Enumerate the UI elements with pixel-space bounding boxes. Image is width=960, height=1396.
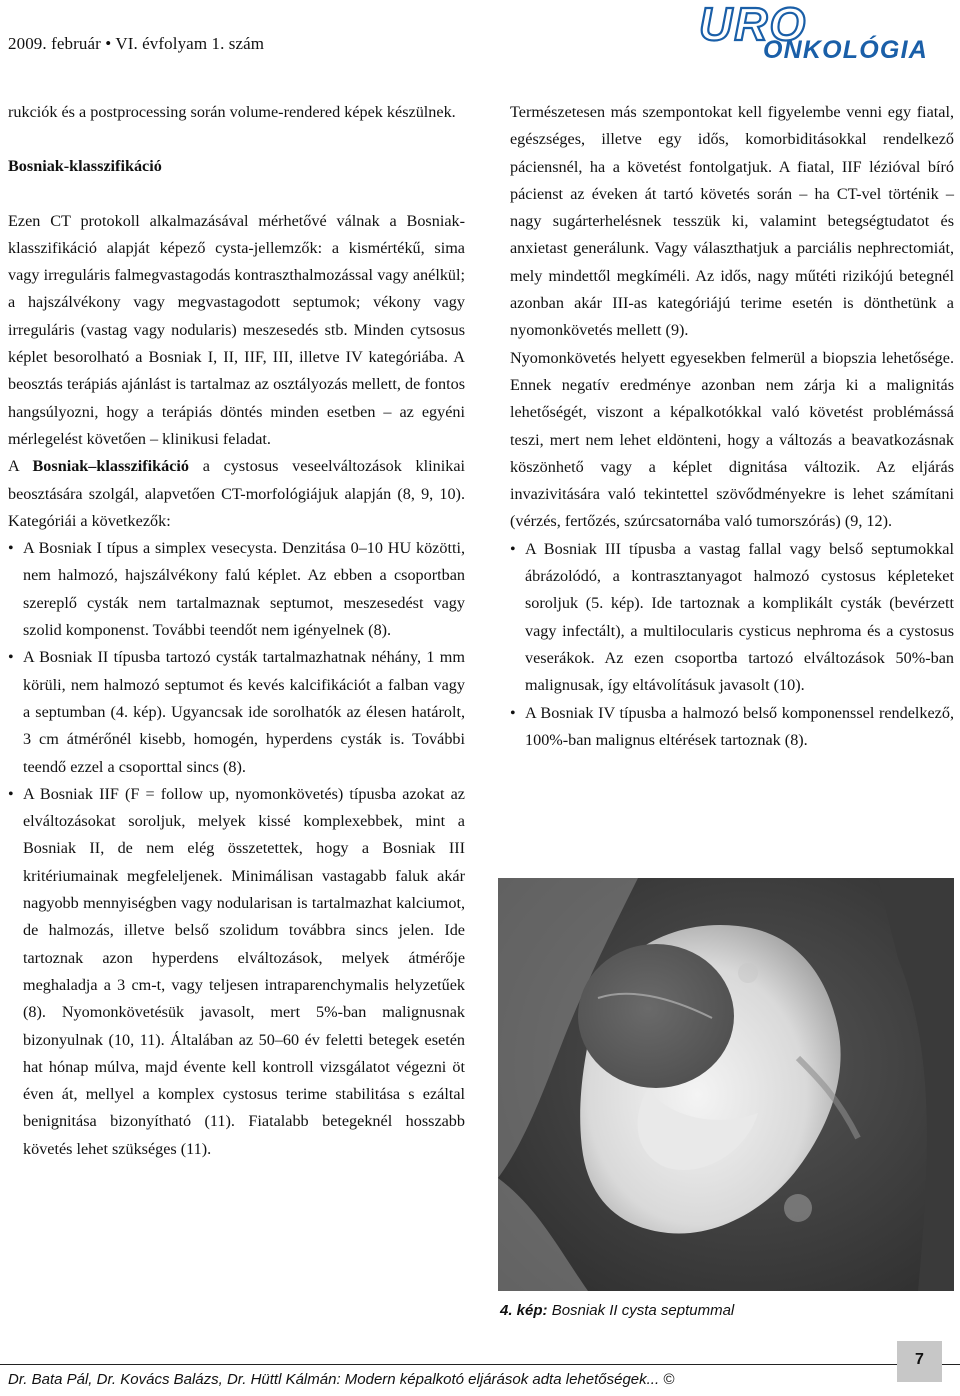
page-number-box — [897, 1341, 942, 1382]
bullet-bosniak-2 — [8, 644, 465, 780]
bullet-dot: • — [510, 704, 516, 722]
bullet-text: A Bosniak IIF (F = follow up, nyomonkövetés) típusba azokat az elváltozásokat soroljuk, melyek kissé komplexebbek, mint a Bosniak II, de nem elég összetettek, hogy a Bosniak III kritériumainak megfeleljenek. Minimálisan vastagabb faluk akár nagyobb mennyiségben vagy nodularisan is tartalmazhat kalciumot, de halmozás, illetve belső szolidum továbbra sincs jelen. Ide tartoznak azon hyperdens elváltozások, melyek átmérője meghaladja a 3 cm-t, vagy teljesen intraparenchymalis helyzetűek (8). Nyomonkövetésük javasolt, mert 5%-ban malignusnak bizonyulnak (10, 11). Általában az 50–60 év feletti betegek esetén hat hónap múlva, majd évente kell kontroll vizsgálatot végezni öt éven át, mellyel a komplex cystosus terime stabilitása s ezáltal benignitása bizonyítható (11). Fiatalabb betegeknél hosszabb követés lehet szükséges (11). — [23, 784, 465, 1158]
paragraph-considerations: Természetesen más szempontokat kell figyelembe venni egy fiatal, egészséges, illetve egy idős, komorbiditásokkal rendelkező páciensnél, ha a követést fontolgatjuk. A fiatal, IIF lézióval bíró pácienst az éveken át tartó követés során – ha CT-vel történik – nagy sugárterhelésnek tesszük ki, valamint betegségtudatot és anxietast generálunk. Vagy választhatjuk a parciális nephrectomiát, mely mindettől megkíméli. Az idős, nagy műtéti rizikójú betegnél azonban akár III-as kategóriájú terime esetén is dönthetünk a nyomonkövetés mellett (9). — [510, 103, 954, 340]
section-heading: Bosniak-klasszifikáció — [8, 157, 162, 176]
classification-rest: a cystosus veseelváltozások klinikai beosztására szolgál, alapvetően CT-morfológiájuk alapján (8, 9, 10). Kategóriái a következők: — [8, 457, 466, 530]
ct-image-figure — [498, 878, 954, 1291]
bullet-bosniak-1 — [8, 535, 465, 644]
bullet-bosniak-4 — [510, 700, 954, 755]
left-column — [8, 99, 465, 1163]
paragraph-protocol: Ezen CT protokoll alkalmazásával mérhetővé válnak a Bosniak-klasszifikáció alapját képező cysta-jellemzők: a kismértékű, sima vagy irreguláris falmegvastagodás kontraszthalmozással vagy anélkül; a hajszálvékony vagy megvastagodott septumok; vékony vagy irreguláris (vastag vagy nodularis) meszesedés stb. Minden cytsosus képlet besorolható a Bosniak I, II, IIF, III, illetve IV kategóriába. A beosztás terápiás ajánlást is tartalmaz az osztályozás mellett, de fontos hangsúlyozni, hogy a terápiás döntés minden esetben – az egyéni mérlegelést követően – klinikusi feladat. — [8, 211, 465, 448]
classification-prefix: A — [8, 457, 33, 476]
uro-onkologia-logo — [697, 0, 955, 66]
bullet-text: A Bosniak IV típusba a halmozó belső komponenssel rendelkező, 100%-ban malignus eltérések tartoznak (8). — [525, 703, 954, 749]
bullet-text: A Bosniak II típusba tartozó cysták tartalmazhatnak néhány, 1 mm körüli, nem halmozó septumot és kevés kalcifikációt a falban vagy a septumban (4. kép). Ugyancsak ide sorolhatók az élesen határolt, 3 cm átmérőnél kisebb, homogén, hyperdens cysták is. További teendő ezzel a csoporttal sincs (8). — [23, 648, 465, 776]
bullet-text: A Bosniak I típus a simplex vesecysta. Denzitása 0–10 HU közötti, nem halmozó, hajszálvékony falú képlet. Az ebben a csoportban szereplő cysták nem tartalmaznak septumot, meszesedést vagy szolid komponenst. További teendőt nem igényelnek (8). — [23, 539, 465, 640]
caption-text: Bosniak II cysta septummal — [547, 1302, 735, 1319]
bullet-dot: • — [8, 785, 14, 803]
paragraph-biopsy: Nyomonkövetés helyett egyesekben felmerül a biopszia lehetősége. Ennek negatív eredménye azonban nem zárja ki a malignitás lehetőségét, viszont a képalkotókkal való követést problémássá teszi, mert nem lehet eldönteni, hogy a változás a beavatkozásnak köszönhető vagy a képlet dignitása változik. Az eljárás invazivitására való tekintettel szövődményekre is lehet számítani (vérzés, fertőzés, szúrcsatornába való tumorszórás) (9, 12). — [510, 348, 954, 531]
classification-term: Bosniak–klasszifikáció — [32, 457, 190, 476]
issue-header: 2009. február • VI. évfolyam 1. szám — [8, 34, 265, 53]
bullet-dot: • — [8, 540, 14, 558]
paragraph-classification — [8, 453, 465, 535]
intro-paragraph: rukciók és a postprocessing során volume-rendered képek készülnek. — [8, 103, 456, 121]
figure-caption — [500, 1302, 734, 1319]
footer-divider — [0, 1364, 960, 1365]
bullet-bosniak-2f — [8, 781, 465, 1163]
right-column — [510, 99, 954, 754]
bullet-dot: • — [510, 540, 516, 558]
footer-authors: Dr. Bata Pál, Dr. Kovács Balázs, Dr. Hüttl Kálmán: Modern képalkotó eljárások adta lehetőségek... © — [8, 1371, 675, 1388]
bullet-text: A Bosniak III típusba a vastag fallal vagy belső septumokkal ábrázolódó, a kontrasztanyagot halmozó cystosus képleteket soroljuk (5. kép). Ide tartoznak a komplikált cysták (bevérzett vagy infectált), a multilocularis cysticus nephroma és a cystosus veserákok. Az ezen csoportba tartozó elváltozások 50%-ban malignusak, így eltávolításuk javasolt (10). — [525, 539, 954, 695]
ct-scan-image — [498, 878, 954, 1291]
bullet-bosniak-3 — [510, 536, 954, 700]
svg-text:URO: URO — [699, 0, 808, 50]
bullet-dot: • — [8, 649, 14, 667]
page-number: 7 — [915, 1351, 924, 1368]
svg-text:ONKOLÓGIA: ONKOLÓGIA — [763, 36, 928, 64]
caption-number: 4. kép: — [500, 1302, 548, 1319]
